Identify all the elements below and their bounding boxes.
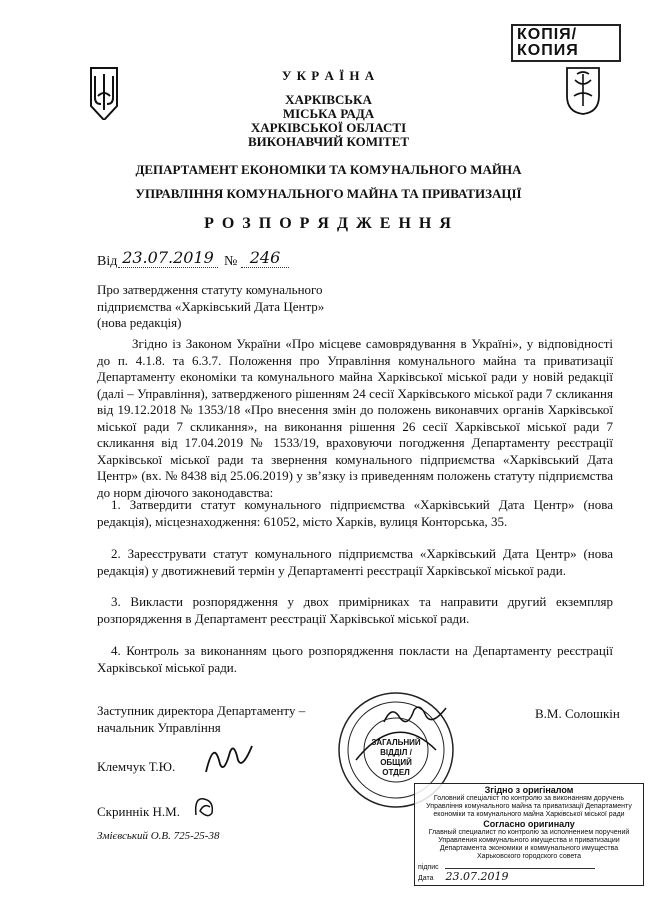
subject-block <box>97 282 324 332</box>
seal-center-line3: ОБЩИЙ ОТДЕЛ <box>380 758 412 777</box>
org-name-line3: ХАРКІВСЬКОЇ ОБЛАСТІ <box>250 120 407 135</box>
copy-stamp-line2: КОПИЯ <box>517 42 579 59</box>
approver-2-name: Скриннік Н.М. <box>97 804 180 819</box>
department-title: ДЕПАРТАМЕНТ ЕКОНОМІКИ ТА КОМУНАЛЬНОГО МАЙНА <box>135 162 522 177</box>
item-2: 2. Зареєструвати статут комунального підприємства «Харківський Дата Центр» (нова редакція) у двотижневий термін у Департаменті реєстрації Харківської міської ради. <box>97 546 613 578</box>
approver-1-name: Клемчук Т.Ю. <box>97 759 176 774</box>
verify-date-value: 23.07.2019 <box>445 870 509 883</box>
copy-stamp-line1: КОПІЯ/ <box>517 26 578 43</box>
country-title: У К Р А Ї Н А <box>281 68 376 83</box>
preamble-paragraph: Згідно із Законом України «Про місцеве самоврядування в Україні», у відповідності до п. 4.1.8. та 6.3.7. Положення про Управління комунального майна та приватизації Департаменту економіки та комунального майна Харківської міської ради у новій редакції (далі – Управління), затвердженого рішенням 24 сесії Харківського міської ради 7 скликання від 19.12.2018 № 1353/18 «Про внесення змін до положень виконавчих органів Харківської міської ради 7 скликання», на виконання рішення 26 сесії Харківської міської ради 7 скликання від 17.04.2019 № 1533/19, враховуючи погодження Департаменту реєстрації Харківської міської ради та звернення комунального підприємства «Харківський Дата Центр» (вх. № 8438 від 25.06.2019) у зв’язку із приведенням положень статуту підприємства до норм діючого законодавства: <box>97 336 613 500</box>
signer-signature-icon <box>380 700 450 730</box>
subject-line1: Про затвердження статуту комунального <box>97 282 323 297</box>
approver-2-signature-icon <box>190 793 220 821</box>
item-1: 1. Затвердити статут комунального підприємства «Харківський Дата Центр» (нова редакція), місцезнаходження: 61052, місто Харків, вулиця Конторська, 35. <box>97 497 613 529</box>
verification-stamp <box>414 783 644 886</box>
copy-stamp <box>511 24 621 62</box>
org-name-line4: ВИКОНАВЧИЙ КОМІТЕТ <box>247 134 410 149</box>
item-4: 4. Контроль за виконанням цього розпорядження покласти на Департаменту реєстрації Харківської міської ради. <box>97 643 613 675</box>
seal-center-line2: ВІДДІЛ / <box>380 748 412 757</box>
executor-info: Змієвський О.В. 725-25-38 <box>97 830 220 842</box>
verify-date-row <box>418 872 640 883</box>
verify-sign-label: підпис <box>418 864 439 871</box>
verify-title-ua: Згідно з оригіналом <box>484 785 574 795</box>
verify-date-label: Дата <box>418 875 434 882</box>
verify-title-ru: Согласно оригиналу <box>483 819 575 829</box>
number-value: 246 <box>241 248 289 268</box>
org-name-line2: МІСЬКА РАДА <box>282 106 375 121</box>
number-label: № <box>224 254 238 269</box>
seal-center-line1: ЗАГАЛЬНИЙ <box>371 738 421 747</box>
date-label: Від <box>97 254 118 269</box>
subject-line2: підприємства «Харківський Дата Центр» <box>97 298 325 314</box>
subject-line3: (нова редакція) <box>97 315 182 330</box>
seal-center-text <box>366 738 426 778</box>
approver-1-signature-icon <box>200 734 260 778</box>
division-title: УПРАВЛІННЯ КОМУНАЛЬНОГО МАЙНА ТА ПРИВАТИЗАЦІЇ <box>135 186 522 201</box>
doc-type-title: Р О З П О Р Я Д Ж Е Н Н Я <box>204 215 453 232</box>
signer-name: В.М. Солошкін <box>535 706 620 721</box>
position-line1: Заступник директора Департаменту – <box>97 703 306 718</box>
item-3: 3. Викласти розпорядження у двох примірниках та направити другий екземпляр розпорядження в Департамент реєстрації Харківської міської ради. <box>97 594 613 626</box>
position-title <box>97 703 305 736</box>
position-line2: начальник Управління <box>97 719 221 735</box>
verify-text-ua: Головний спеціаліст по контролю за виконанням доручень Управління комунального майна та приватизації Департаменту економіки та комунального майна Харківської міської ради <box>426 795 632 818</box>
org-name-line1: ХАРКІВСЬКА <box>285 92 372 107</box>
date-value: 23.07.2019 <box>118 248 218 268</box>
verify-text-ru: Главный специалист по контролю за исполнением поручений Управления коммунального имущества и приватизации Департамента экономики и коммунального имущества Харьковского городского совета <box>428 829 630 860</box>
